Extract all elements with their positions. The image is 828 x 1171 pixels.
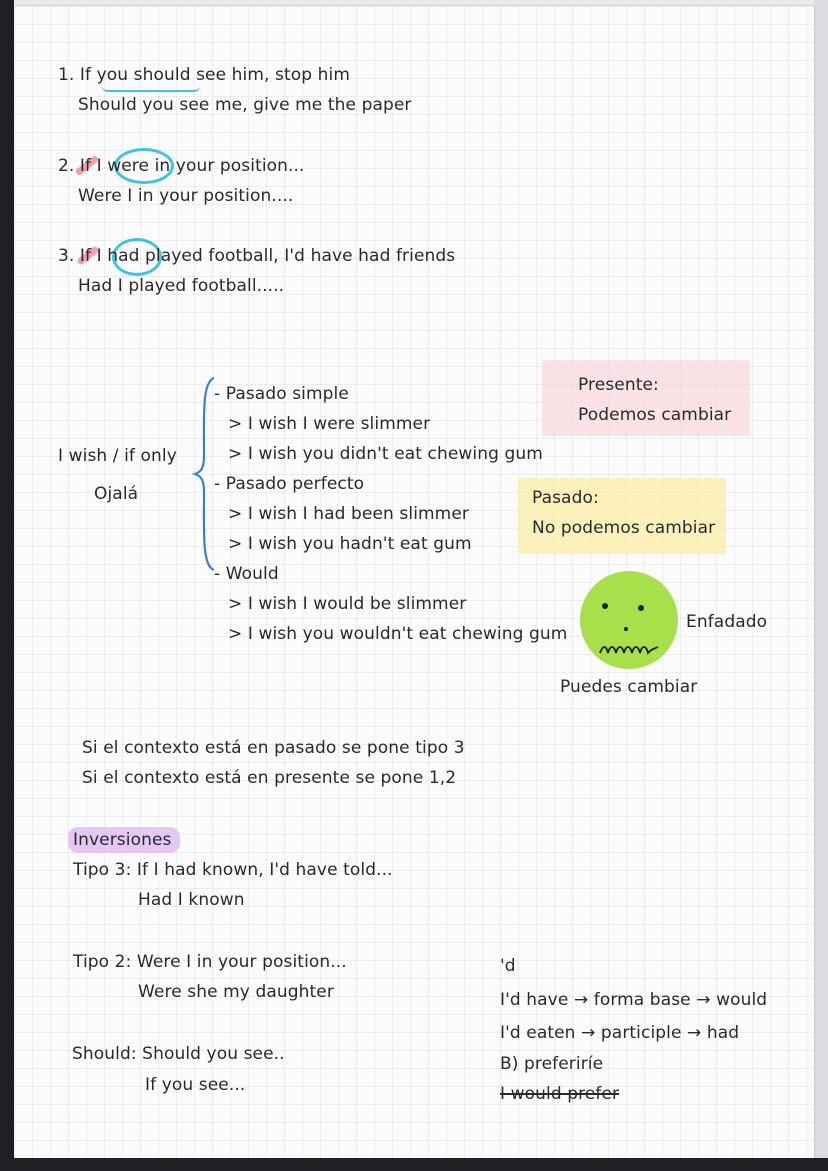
face-left-eye (602, 603, 608, 609)
left-edge (0, 0, 14, 1171)
tipo3-line: Tipo 3: If I had known, I'd have told... (73, 860, 393, 880)
contraction-line2: I'd eaten → participle → had (500, 1023, 740, 1043)
face-right-eye (638, 605, 644, 611)
pasado-simple-heading: - Pasado simple (214, 384, 349, 404)
section2-line1: 2. If I were in your position... (58, 156, 305, 176)
tipo2-inversion: Were she my daughter (138, 982, 334, 1002)
section1-line2: Should you see me, give me the paper (78, 95, 412, 115)
contraction-d: 'd (500, 956, 516, 976)
contexto-line1: Si el contexto está en pasado se pone tipo 3 (82, 738, 465, 758)
pasado-perfecto-heading: - Pasado perfecto (214, 474, 365, 494)
enfadado-label: Enfadado (686, 612, 768, 632)
puedes-cambiar-label: Puedes cambiar (560, 677, 698, 697)
would-example-2: > I wish you wouldn't eat chewing gum (228, 624, 568, 644)
would-heading: - Would (214, 564, 279, 584)
contraction-line1: I'd have → forma base → would (500, 990, 768, 1010)
presente-body: Podemos cambiar (578, 405, 732, 425)
wish-translation: Ojalá (94, 484, 139, 504)
section3-line2: Had I played football..... (78, 276, 285, 296)
should-inversion: If you see... (145, 1075, 246, 1095)
would-example-1: > I wish I would be slimmer (228, 594, 467, 614)
presente-title: Presente: (578, 375, 659, 395)
pasado-body: No podemos cambiar (532, 518, 716, 538)
contraction-line4-struck: I would prefer (500, 1084, 620, 1104)
right-edge (814, 0, 828, 1171)
contexto-line2: Si el contexto está en presente se pone 1,2 (82, 768, 457, 788)
face-nose (624, 627, 628, 631)
contraction-line3: B) preferiríe (500, 1054, 604, 1074)
bottom-edge (0, 1158, 828, 1171)
face-mouth (598, 641, 660, 659)
pasado-perfecto-example-1: > I wish I had been slimmer (228, 504, 469, 524)
tipo3-inversion: Had I known (138, 890, 245, 910)
section1-line1: 1. If you should see him, stop him (58, 65, 351, 85)
pasado-perfecto-example-2: > I wish you hadn't eat gum (228, 534, 472, 554)
pasado-title: Pasado: (532, 488, 599, 508)
wish-label: I wish / if only (58, 446, 177, 466)
inversiones-title: Inversiones (73, 830, 172, 850)
tipo2-line: Tipo 2: Were I in your position... (73, 952, 347, 972)
pasado-simple-example-2: > I wish you didn't eat chewing gum (228, 444, 543, 464)
pasado-simple-example-1: > I wish I were slimmer (228, 414, 431, 434)
section3-line1: 3. If I had played football, I'd have had friends (58, 246, 456, 266)
section2-line2: Were I in your position.... (78, 186, 294, 206)
angry-face-icon (580, 571, 678, 669)
should-line: Should: Should you see.. (72, 1044, 285, 1064)
